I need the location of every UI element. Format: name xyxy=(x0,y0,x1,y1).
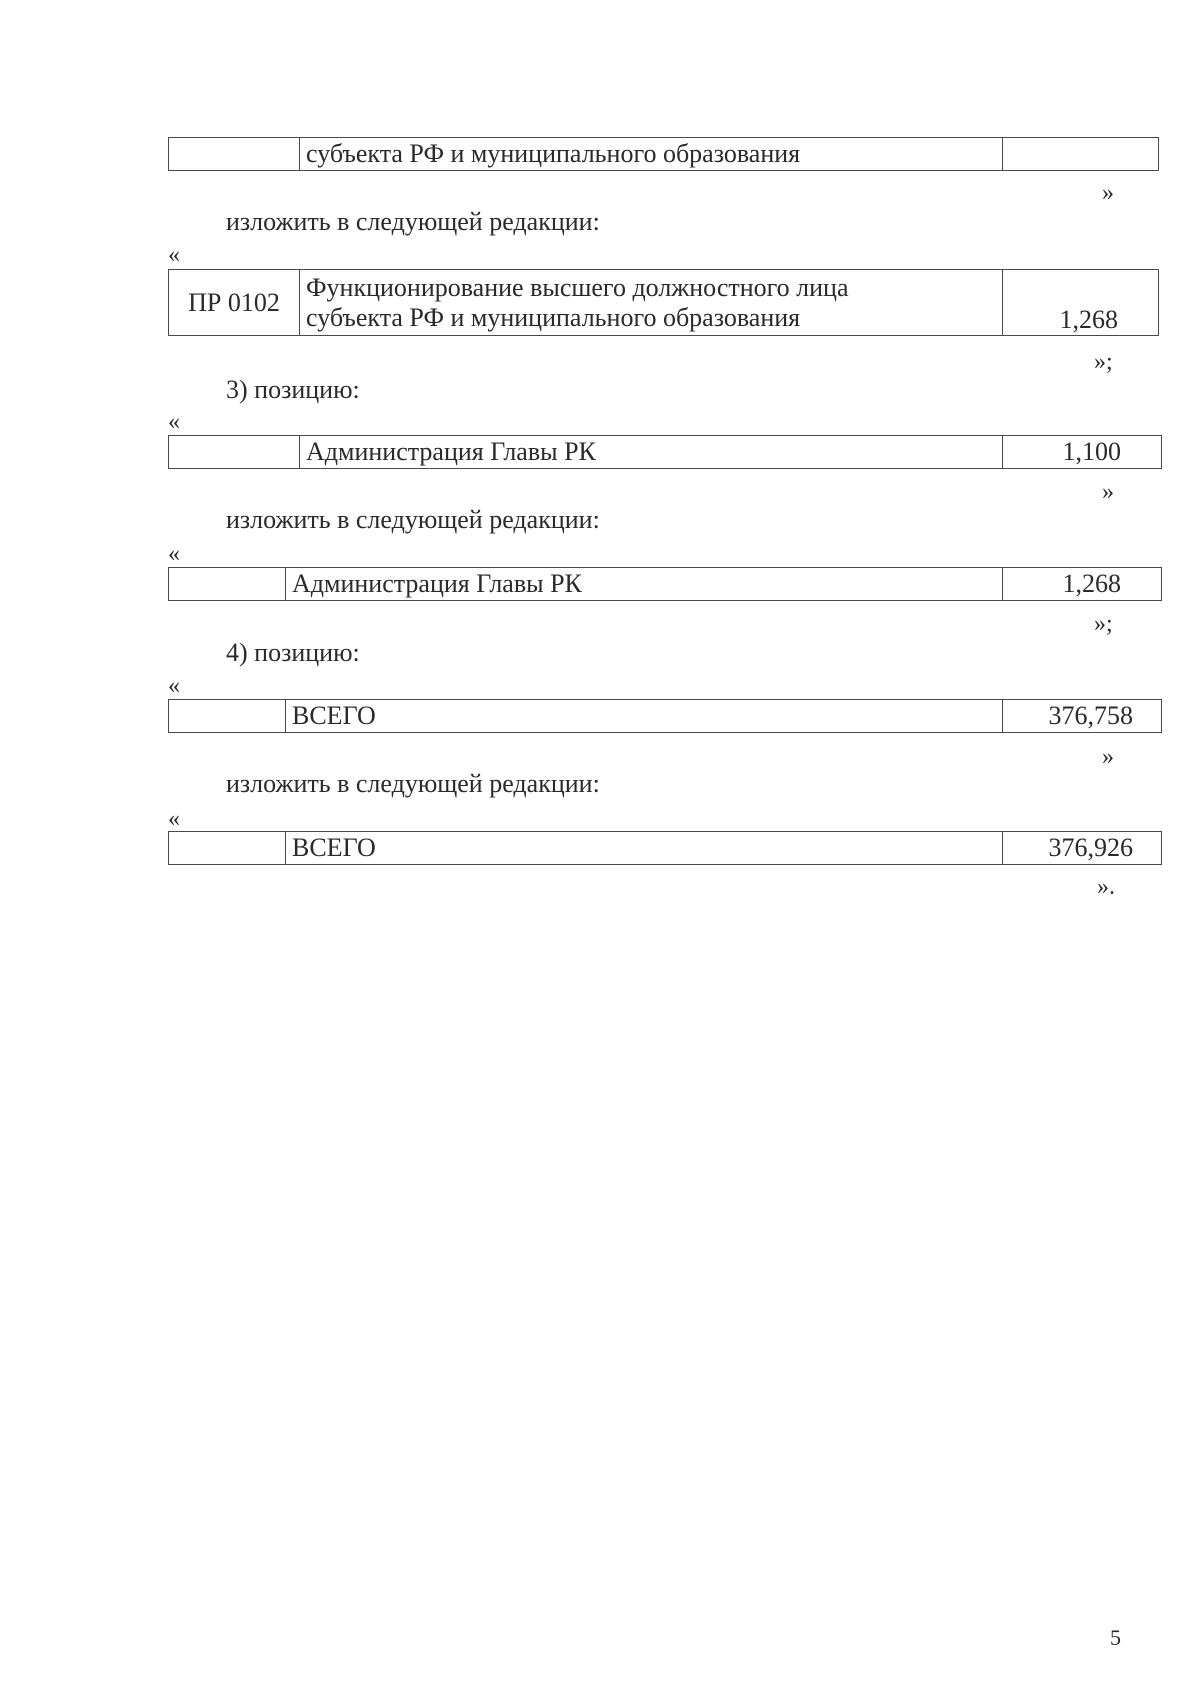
name-cell xyxy=(300,270,1003,336)
table-row-admin-new xyxy=(168,567,1162,601)
name-line-1: Функционирование высшего должностного лица xyxy=(306,272,849,302)
code-cell xyxy=(169,832,286,865)
closing-quote: »; xyxy=(1094,349,1113,375)
value-cell: 376,926 xyxy=(1003,832,1162,865)
name-cell: субъекта РФ и муниципального образования xyxy=(300,138,1003,171)
closing-quote: » xyxy=(1102,479,1114,505)
opening-quote: « xyxy=(168,541,180,567)
opening-quote: « xyxy=(168,409,180,435)
name-cell: Администрация Главы РК xyxy=(286,568,1003,601)
opening-quote: « xyxy=(168,242,180,268)
table-row-pr0102 xyxy=(168,269,1159,336)
instruction-text: изложить в следующей редакции: xyxy=(226,207,600,236)
code-cell xyxy=(169,700,286,733)
table-row-admin-old xyxy=(168,435,1162,469)
code-cell xyxy=(169,436,300,469)
name-cell: Администрация Главы РК xyxy=(300,436,1003,469)
code-cell: ПР 0102 xyxy=(169,270,300,336)
name-cell: ВСЕГО xyxy=(286,700,1003,733)
closing-quote: ». xyxy=(1097,874,1115,900)
value-cell xyxy=(1003,138,1159,171)
item-4-heading: 4) позицию: xyxy=(226,638,360,667)
item-3-heading: 3) позицию: xyxy=(226,375,360,404)
table-row-total-new xyxy=(168,831,1162,865)
value-cell: 1,268 xyxy=(1003,568,1162,601)
name-line-2: субъекта РФ и муниципального образования xyxy=(306,302,801,332)
closing-quote: » xyxy=(1102,180,1114,206)
closing-quote: » xyxy=(1102,744,1114,770)
value-cell: 376,758 xyxy=(1003,700,1162,733)
opening-quote: « xyxy=(168,806,180,832)
instruction-text: изложить в следующей редакции: xyxy=(226,505,600,534)
page-number: 5 xyxy=(1110,1625,1121,1650)
closing-quote: »; xyxy=(1094,611,1113,637)
code-cell xyxy=(169,138,300,171)
table-row-top xyxy=(168,137,1159,171)
instruction-text: изложить в следующей редакции: xyxy=(226,769,600,798)
code-cell xyxy=(169,568,286,601)
value-cell: 1,100 xyxy=(1003,436,1162,469)
table-row-total-old xyxy=(168,699,1162,733)
opening-quote: « xyxy=(168,673,180,699)
name-cell: ВСЕГО xyxy=(286,832,1003,865)
value-cell: 1,268 xyxy=(1003,270,1159,336)
